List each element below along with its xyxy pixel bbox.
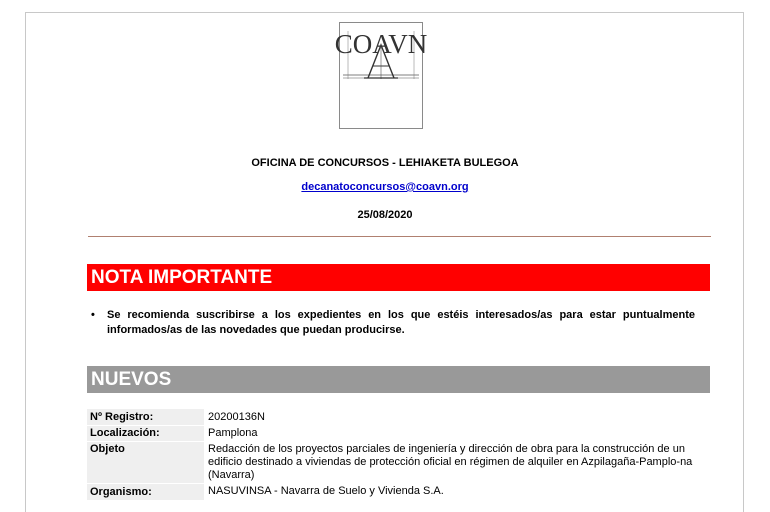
notice-heading: NOTA IMPORTANTE [87, 264, 710, 291]
notice-item [91, 308, 695, 338]
nuevos-heading: NUEVOS [87, 366, 710, 393]
row-value-registro: 20200136N [208, 411, 265, 423]
row-value-objeto: Redacción de los proyectos parciales de ingeniería y dirección de obra para la construcción de un edificio destinado a viviendas de protección oficial en régimen de alquiler en Azpilagaña-Pamplo-na (Navarra) [208, 443, 693, 481]
row-value-organismo: NASUVINSA - Navarra de Suelo y Vivienda S.A. [208, 485, 444, 497]
row-label-localizacion: Localización: [87, 426, 204, 441]
row-value-localizacion: Pamplona [208, 427, 258, 439]
row-label-objeto: Objeto [87, 442, 204, 483]
email-line [0, 181, 770, 193]
logo-text: COAVN [334, 29, 428, 59]
document-date: 25/08/2020 [357, 209, 413, 221]
divider [88, 236, 711, 237]
notice-text: Se recomienda suscribirse a los expedientes en los que estéis interesados/as para estar puntualmente informados/as de las novedades que puedan producirse. [107, 309, 695, 336]
email-link[interactable]: decanatoconcursos@coavn.org [301, 181, 469, 193]
row-label-organismo: Organismo: [87, 484, 204, 500]
coavn-logo-icon [334, 23, 428, 128]
row-label-registro: Nº Registro: [87, 409, 204, 425]
bullet-icon: • [91, 309, 95, 321]
coavn-logo [334, 22, 428, 129]
office-title: OFICINA DE CONCURSOS - LEHIAKETA BULEGOA [251, 157, 519, 169]
